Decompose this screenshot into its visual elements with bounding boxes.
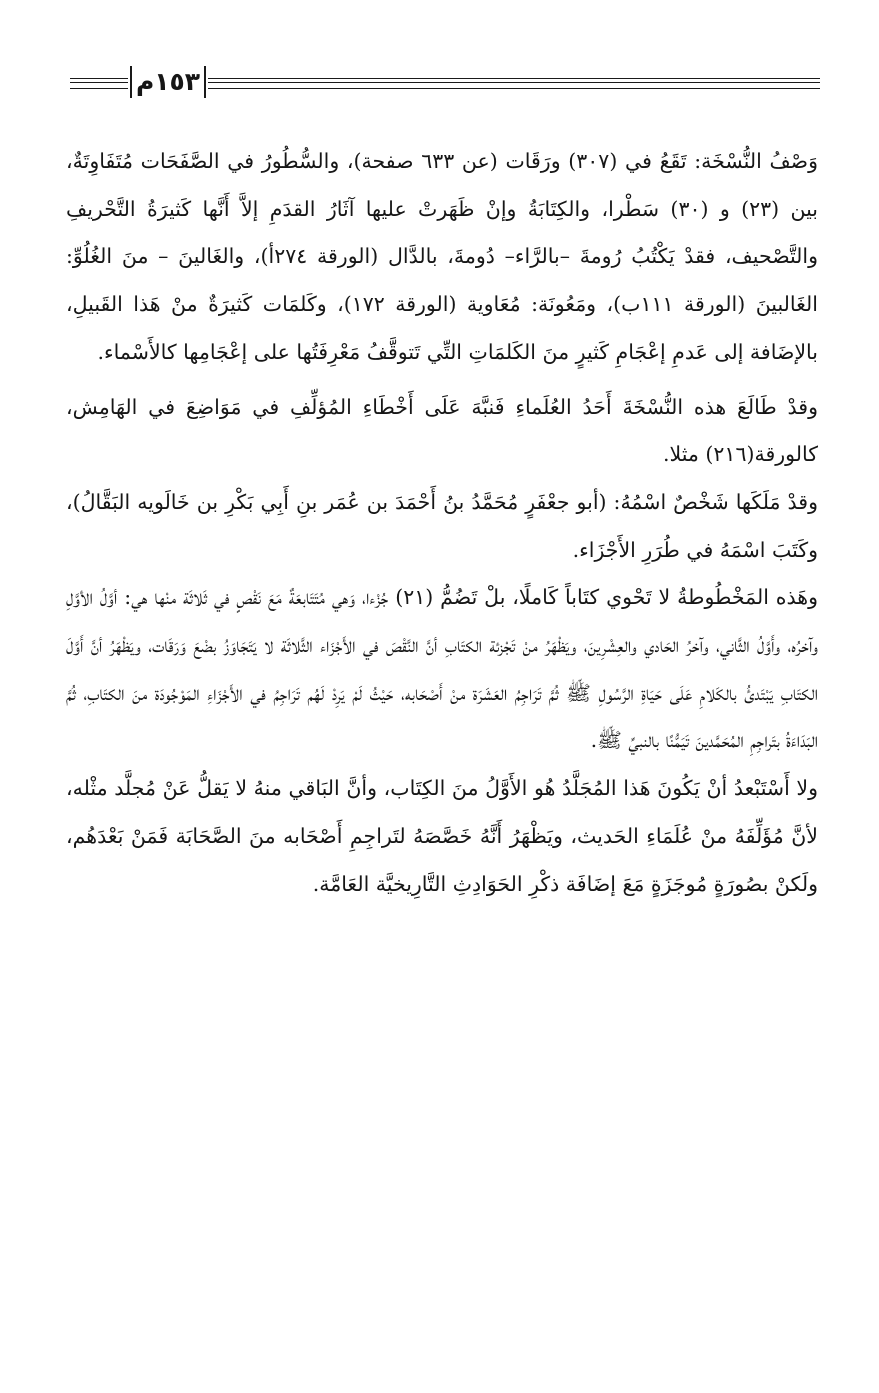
- page-number: ١٥٣م: [135, 67, 201, 96]
- header-divider-left: [130, 66, 132, 98]
- paragraph-manuscript-description: وَصْفُ النُّسْخَة: تَقَعُ في (٣٠٧) ورَقَات (عن ٦٣٣ صفحة)، والسُّطُورُ في الصَّفَحَات مُتَفَاوِتَةٌ، بين (٢٣) و (٣٠) سَطْرا، والكِتَابَةُ وإنْ ظَهَرتْ عليها آثَارُ القدَمِ إلاَّ أَنَّها كَثيرَةُ التَّحْريفِ والتَّصْحيف، فقدْ يَكْتُبُ رُومةَ –بالرَّاء– دُومةَ، بالدَّال (الورقة ٢٧٤أ)، والغَالينَ – منَ الغُلُوِّ: الغَالبينَ (الورقة ١١١ب)، ومَعُونَة: مُعَاوية (الورقة ١٧٢)، وكَلمَات كَثيرَةٌ منْ هَذا القَبيلِ، بالإضَافة إلى عَدمِ إعْجَامِ كَثيرٍ منَ الكَلمَاتِ التِّي تَتوقَّفُ مَعْرِفَتُها على إعْجَامِها كالأَسْماء.: [66, 149, 819, 364]
- paragraph-ownership: وقدْ مَلَكَها شَخْصٌ اسْمُهُ: (أبو جعْفَرٍ مُحَمَّدُ بنُ أَحْمَدَ بن عُمَر بنِ أَبِي بَكْرِ بن خَالَويه البَقَّالُ)، وكَتَبَ اسْمَهُ في طُرَرِ الأَجْزَاء.: [66, 489, 818, 562]
- paragraph-margin-notes: وقدْ طَالَعَ هذه النُّسْخَةَ أَحَدُ العُلَماءِ فَنبَّهَ عَلَى أَخْطَاءِ المُؤلِّفِ في مَوَاضِعَ في الهَامِش، كالورقة(٢١٦) مثلا.: [66, 394, 818, 467]
- header-double-rule-left: [70, 78, 128, 89]
- running-header: [70, 62, 820, 102]
- body-text: [66, 138, 818, 908]
- paragraph-contents: وهَذه المَخْطُوطةُ لا تَحْوي كتَاباً كَاملًا، بلْ تَضُمُّ (٢١) جُزْءا، وَهي مُتَتَابعَةٌ مَعَ نَقْصٍ في ثَلاثَة منْها هي: أوَّلُ الأوَّلِ وآخرُه، وأَوَّلُ الثَّاني، وآخرُ الحَادي والعِشْرِينَ، ويَظْهَرُ منْ تَجْزئة الكتَابِ أنَّ النَّقْصَ في الأَجْزَاء الثَّلاثَة لا يَتَجَاوَزُ بضْعَ وَرَقَات، ويَظْهَرُ أنَّ أَوَّلَ الكتَابِ يَبْتَدئُ بالكَلامِ عَلَى حَيَاةِ الرَّسُولِ ﷺ ثُمَّ تَرَاجِمُ العَشَرَة منْ أَصْحَابه، حَيْثُ لَمْ يَرِدْ لَهُم تَرَاجِمُ في الأَجْزَاءِ المَوْجُودَة منَ الكتَابِ، ثُمَّ البَدَاءَةُ بتَراجِمِ المُحَمَّدينَ تَيَمُّنًا بالنبيِّ ﷺ.: [66, 585, 818, 753]
- header-double-rule-right: [208, 78, 820, 89]
- paragraph-conclusion: ولا أَسْتَبْعدُ أنْ يَكُونَ هَذا المُجَلَّدُ هُو الأَوَّلُ منَ الكِتَاب، وأنَّ البَاقي منهُ لا يَقلُّ عَنْ مُجلَّد مثْله، لأنَّ مُؤَلِّفَهُ منْ عُلَمَاءِ الحَديث، ويَظْهَرُ أَنَّهُ خَصَّصَهُ لتَراجِمِ أَصْحَابه منَ الصَّحَابَة فَمَنْ بَعْدَهُم، ولَكنْ بصُورَةٍ مُوجَزَةٍ مَعَ إضَافَة ذكْرِ الحَوَادِثِ التَّارِيخيَّة العَامَّة.: [66, 776, 818, 896]
- header-divider-right: [204, 66, 206, 98]
